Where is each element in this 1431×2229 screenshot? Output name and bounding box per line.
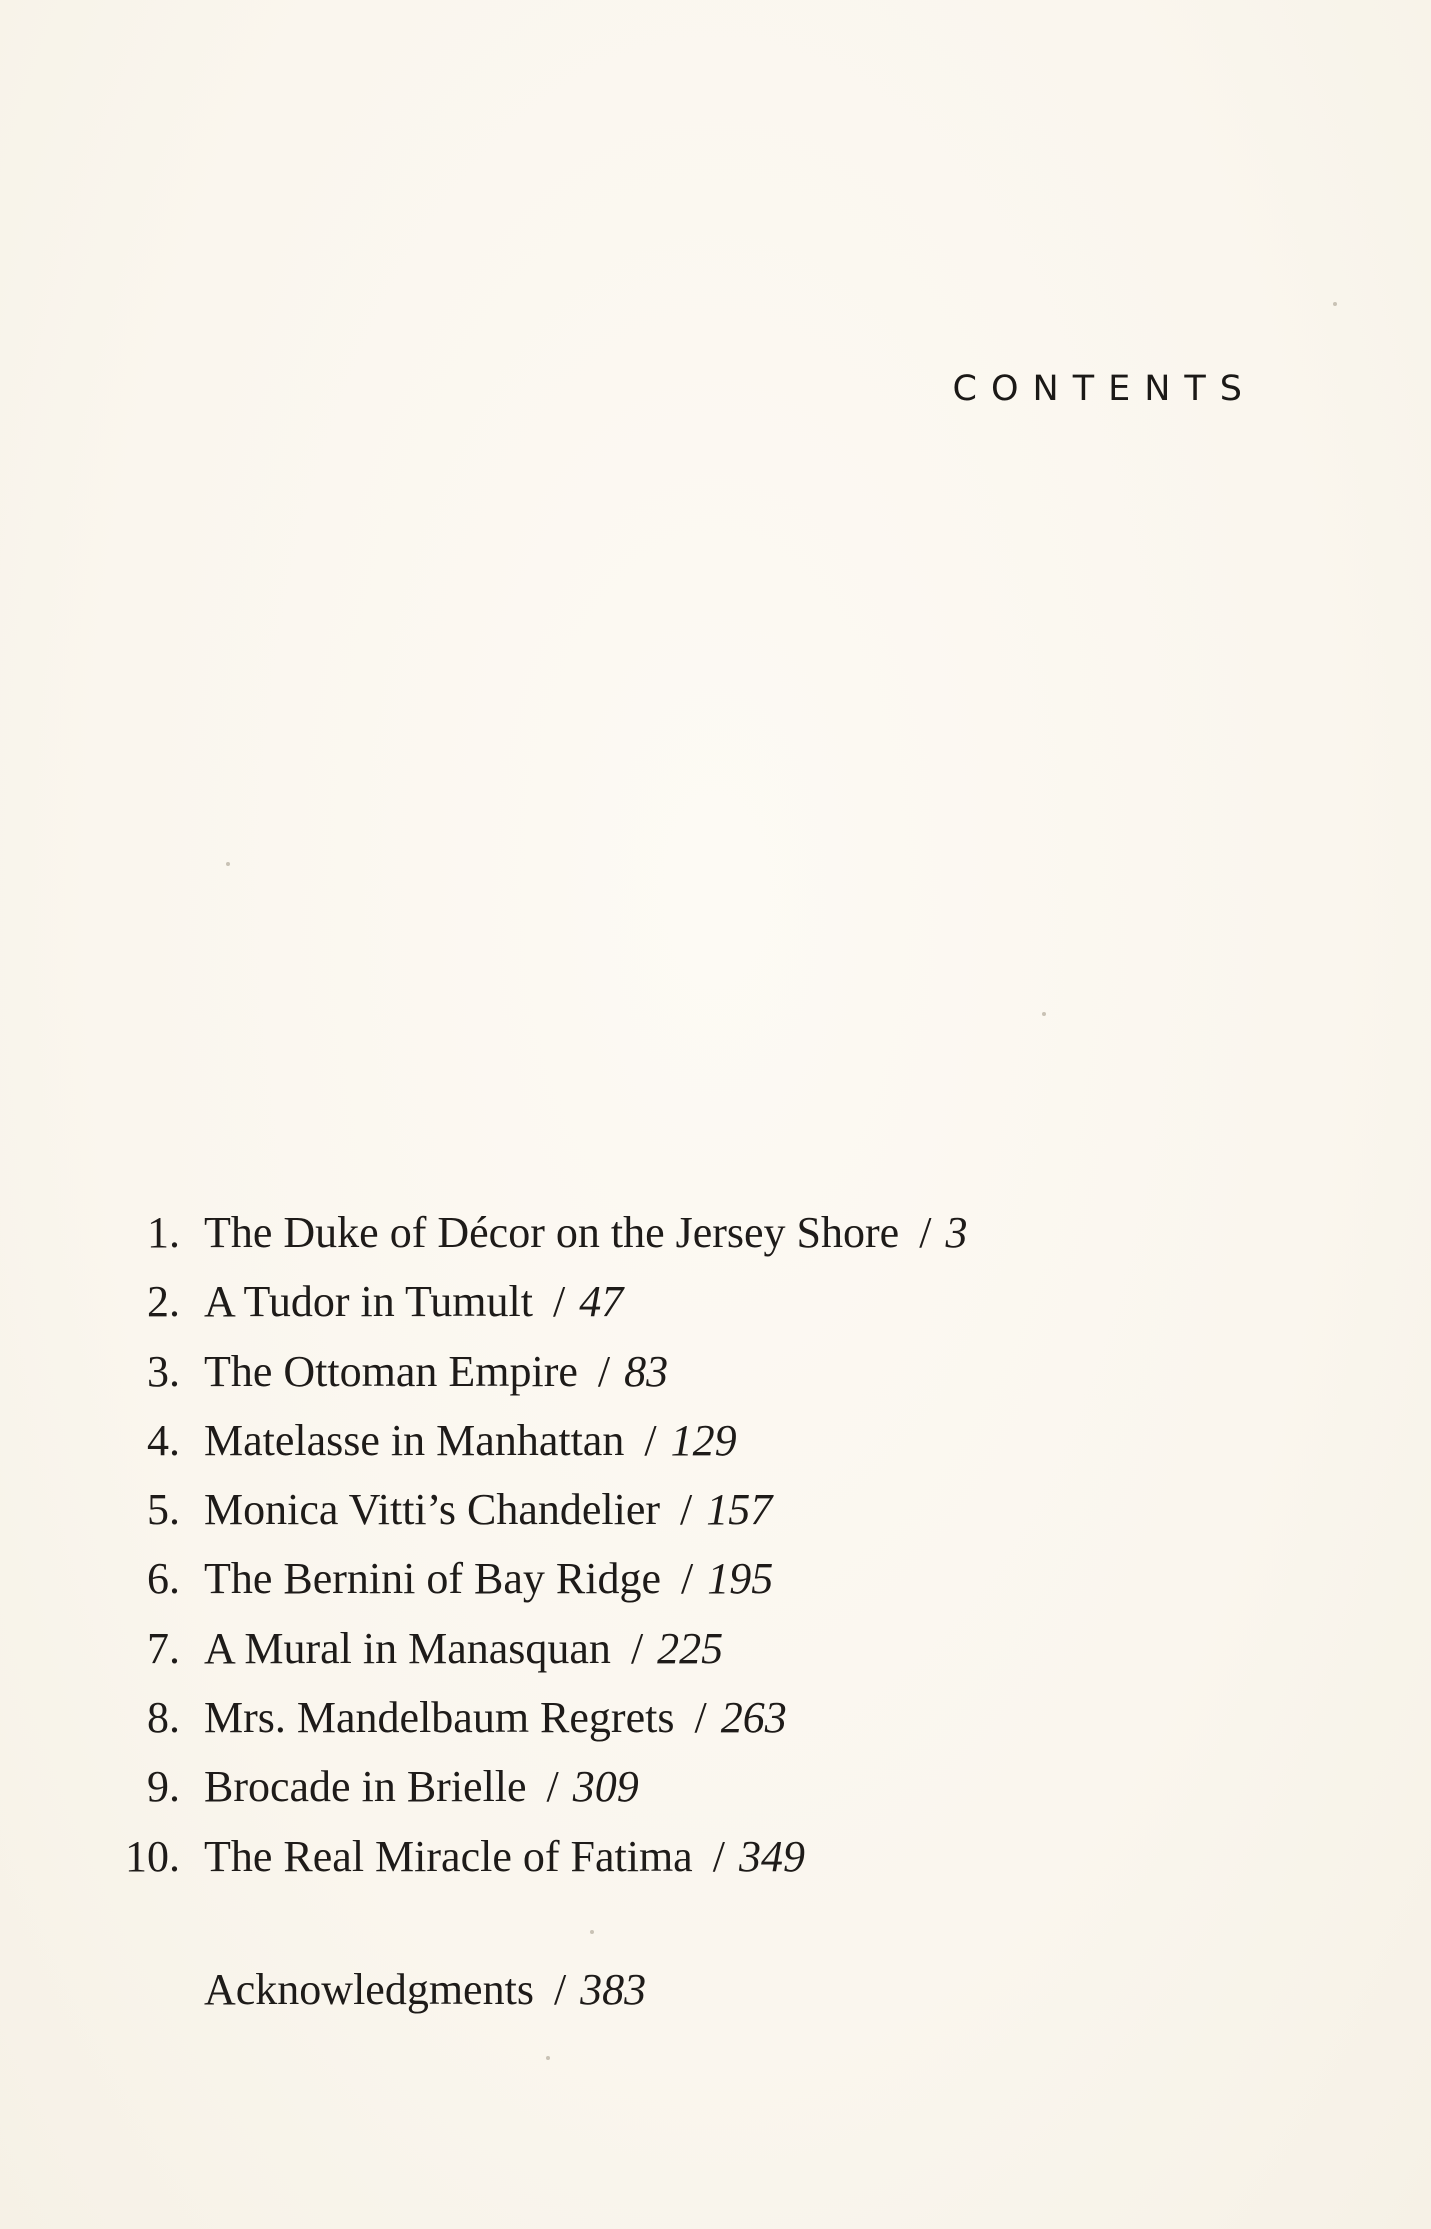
- page-number: 263: [720, 1693, 787, 1743]
- chapter-title: A Mural in Manasquan: [204, 1623, 611, 1673]
- chapter-title-line: [204, 1267, 623, 1336]
- chapter-title-line: [204, 1198, 967, 1267]
- paper-speck: [590, 1930, 594, 1934]
- table-of-contents: [0, 1198, 1431, 1891]
- chapter-title: The Ottoman Empire: [204, 1346, 578, 1396]
- separator: /: [630, 1623, 644, 1673]
- chapter-number: 6.: [147, 1554, 180, 1604]
- page-number: 195: [707, 1554, 774, 1604]
- paper-speck: [226, 862, 230, 866]
- separator: /: [597, 1346, 611, 1396]
- chapter-number: 7.: [147, 1623, 180, 1673]
- separator: /: [546, 1762, 559, 1812]
- separator: /: [681, 1554, 694, 1604]
- page-number: 383: [580, 1965, 647, 2014]
- chapter-number: 4.: [147, 1415, 180, 1465]
- page-number: 129: [670, 1415, 737, 1465]
- chapter-title-line: [204, 1822, 805, 1891]
- chapter-number: 10.: [125, 1831, 180, 1881]
- page-number: 157: [706, 1485, 773, 1535]
- separator: /: [712, 1831, 725, 1881]
- paper-speck: [1333, 302, 1337, 306]
- chapter-title-line: [204, 1683, 787, 1752]
- chapter-title-line: [204, 1544, 773, 1613]
- page-number: 3: [945, 1208, 968, 1257]
- acknowledgments-title: Acknowledgments: [204, 1965, 534, 2014]
- separator: /: [694, 1693, 707, 1743]
- chapter-title: Matelasse in Manhattan: [204, 1415, 625, 1465]
- toc-entry: [0, 1683, 1431, 1752]
- separator: /: [553, 1965, 567, 2014]
- chapter-title-line: [204, 1614, 723, 1683]
- chapter-title-line: [204, 1406, 737, 1475]
- chapter-title-line: [204, 1337, 668, 1406]
- chapter-title: A Tudor in Tumult: [204, 1277, 533, 1327]
- toc-entry: [0, 1337, 1431, 1406]
- chapter-number: 1.: [147, 1208, 180, 1257]
- chapter-title: The Real Miracle of Fatima: [204, 1831, 693, 1881]
- chapter-number: 2.: [147, 1277, 180, 1327]
- chapter-title: The Duke of Décor on the Jersey Shore: [204, 1208, 900, 1257]
- chapter-number: 3.: [147, 1346, 180, 1396]
- toc-entry: [0, 1822, 1431, 1891]
- page-number: 309: [572, 1762, 639, 1812]
- chapter-number: 9.: [147, 1762, 180, 1812]
- toc-entry: [0, 1198, 1431, 1267]
- chapter-title-line: [204, 1475, 772, 1544]
- separator: /: [644, 1415, 657, 1465]
- page-number: 47: [579, 1277, 624, 1327]
- chapter-number: 8.: [147, 1693, 180, 1743]
- chapter-title: Brocade in Brielle: [204, 1762, 527, 1812]
- acknowledgments-entry: [204, 1955, 646, 2024]
- contents-heading: CONTENTS: [952, 369, 1256, 409]
- separator: /: [680, 1485, 693, 1535]
- separator: /: [919, 1208, 932, 1257]
- page-number: 225: [657, 1623, 724, 1673]
- paper-speck: [1042, 1012, 1046, 1016]
- chapter-number: 5.: [147, 1485, 180, 1535]
- page-number: 349: [738, 1831, 805, 1881]
- chapter-title: Mrs. Mandelbaum Regrets: [204, 1693, 675, 1743]
- toc-entry: [0, 1752, 1431, 1821]
- page-number: 83: [624, 1346, 669, 1396]
- toc-entry: [0, 1614, 1431, 1683]
- chapter-title: The Bernini of Bay Ridge: [204, 1554, 662, 1604]
- chapter-title-line: [204, 1752, 639, 1821]
- separator: /: [552, 1277, 566, 1327]
- toc-entry: [0, 1475, 1431, 1544]
- toc-entry: [0, 1267, 1431, 1336]
- toc-entry: [0, 1406, 1431, 1475]
- chapter-title: Monica Vitti’s Chandelier: [204, 1485, 661, 1535]
- toc-entry: [0, 1544, 1431, 1613]
- paper-speck: [546, 2056, 550, 2060]
